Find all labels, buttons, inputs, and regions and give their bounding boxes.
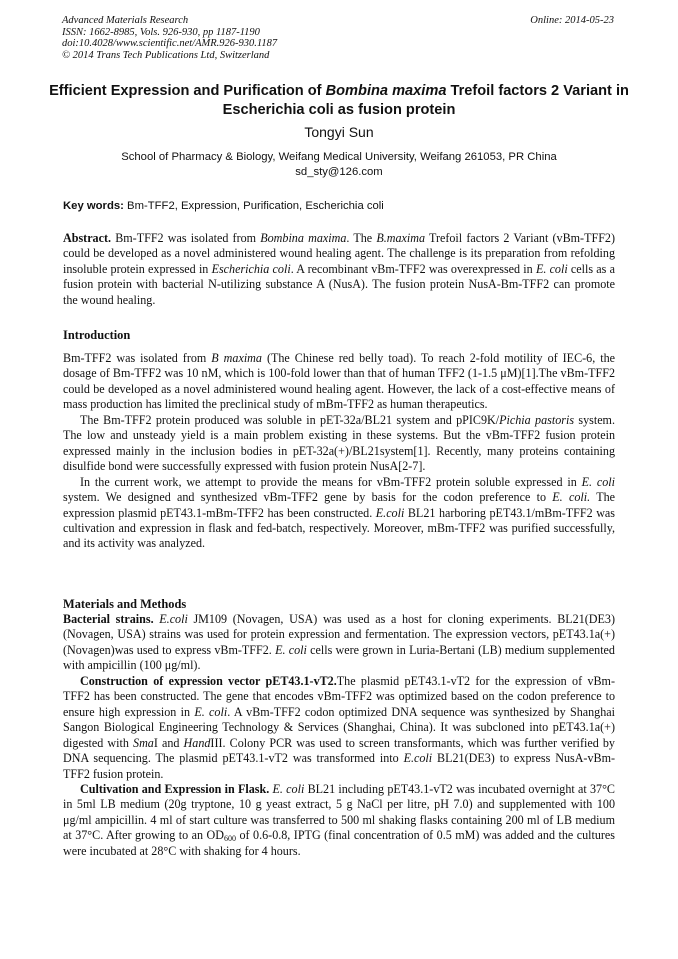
author-email[interactable]: sd_sty@126.com [295, 166, 383, 178]
doi-line: doi:10.4028/www.scientific.net/AMR.926-930.1187 [62, 38, 278, 50]
abstract [63, 231, 615, 308]
keywords-text: Bm-TFF2, Expression, Purification, Escherichia coli [123, 200, 384, 212]
journal-header [62, 15, 277, 61]
intro-paragraph-3: In the current work, we attempt to provide the means for vBm-TFF2 protein soluble expressed in E. coli system. We designed and synthesized vBm-TFF2 gene by basis for the codon preference to E. coli. The expression plasmid pET43.1-mBm-TFF2 has been constructed. E.coli BL21 harboring pET43.1/mBm-TFF2 was cultivation and expression in flask and fed-batch, respectively. Moreover, mBm-TFF2 was purified successfully, and its activity was analyzed. [63, 474, 615, 551]
author-affiliation [0, 150, 678, 180]
intro-paragraph-2: The Bm-TFF2 protein produced was soluble in pET-32a/BL21 system and pPIC9K/Pichia pastoris system. The low and unsteady yield is a main problem existing in these systems. But the vBm-TFF2 fusion protein expressed mainly in the inclusion bodies in pET-32a(+)/BL21system[1]. Recently, many proteins containing disulfide bond were successfully expressed with fusion protein NusA[2-7]. [63, 412, 615, 474]
intro-paragraph-1: Bm-TFF2 was isolated from B maxima (The Chinese red belly toad). To reach 2-fold motility of IEC-6, the dosage of Bm-TFF2 was 10 nM, which is 100-fold lower than that of human TFF2 (1-1.5 μM)[1].The vBm-TFF2 could be developed as a novel administered wound healing agent. However, the lack of a cost-effective means of mass production has limited the preclinical study of mBm-TFF2 as human therapeutics. [63, 351, 615, 412]
title-species: Bombina maxima [325, 83, 447, 99]
online-date: Online: 2014-05-23 [530, 15, 614, 26]
abstract-paragraph: Abstract. Bm-TFF2 was isolated from Bombina maxima. The B.maxima Trefoil factors 2 Variant (vBm-TFF2) could be developed as a novel administered wound healing agent. The challenge is its preparation from refolding insoluble protein expressed in Escherichia coli. A recombinant vBm-TFF2 was overexpressed in E. coli cells as a fusion protein with bacterial N-utilizing substance A (NusA). The fusion protein NusA-Bm-TFF2 can promote the wound healing. [63, 231, 616, 307]
methods-body [63, 612, 615, 859]
introduction-body [63, 351, 615, 552]
methods-cultivation: Cultivation and Expression in Flask. E. coli BL21 including pET43.1-vT2 was incubated overnight at 37°C in 5ml LB medium (20g tryptone, 10 g yeast extract, 5 g NaCl per litre, pH 7.0) and supplemented with 100 μg/ml ampicillin. 4 ml of start culture was transferred to 500 ml shaking flasks containing 200 ml of LB medium at 37°C. After growing to an $OD_{600}$ of 0.6-0.8, IPTG (final concentration of 0.5 mM) was added and the cultures were incubated at 28°C with shaking for 4 hours. [63, 781, 615, 858]
paper-title [40, 82, 638, 120]
copyright-line: © 2014 Trans Tech Publications Ltd, Switzerland [62, 49, 270, 61]
author-name: Tongyi Sun [304, 124, 374, 140]
issn-line: ISSN: 1662-8985, Vols. 926-930, pp 1187-1190 [62, 26, 260, 38]
methods-heading: Materials and Methods [63, 597, 187, 611]
journal-name: Advanced Materials Research [62, 15, 189, 26]
methods-bacterial-strains: Bacterial strains. E.coli JM109 (Novagen, USA) was used as a host for cloning experiments. BL21(DE3) (Novagen, USA) strains was used for protein expression and fermentation. The expression vectors, pET43.1a(+) (Novagen)was used to express vBm-TFF2. E. coli cells were grown in Luria-Bertani (LB) medium supplemented with ampicillin (100 μg/ml). [63, 612, 615, 673]
abstract-label: Abstract. [63, 231, 112, 245]
affiliation-line: School of Pharmacy & Biology, Weifang Medical University, Weifang 261053, PR China [121, 151, 557, 163]
introduction-heading: Introduction [63, 328, 131, 342]
methods-construction: Construction of expression vector pET43.1-vT2.The plasmid pET43.1-vT2 for the expression of vBm-TFF2 has been constructed. The gene that encodes vBm-TFF2 was optimized based on the codon preference to ensure high expression in E. coli. A vBm-TFF2 codon optimized DNA sequence was synthesized by Shanghai Sangon Biological Engineering Technology & Services (Shanghai, China). It was subcloned into pET43.1a(+) digested with SmaI and HandIII. Colony PCR was used to screen transformants, which was further verified by DNA sequencing. The plasmid pET43.1-vT2 was transformed into E.coli BL21(DE3) to express NusA-vBm-TFF2 fusion protein. [63, 673, 616, 781]
title-text: Efficient Expression and Purification of [49, 83, 326, 99]
keywords [63, 200, 384, 212]
title-text-2: Trefoil factors 2 Variant in Escherichia coli as fusion protein [222, 83, 629, 118]
keywords-label: Key words: [63, 200, 124, 212]
